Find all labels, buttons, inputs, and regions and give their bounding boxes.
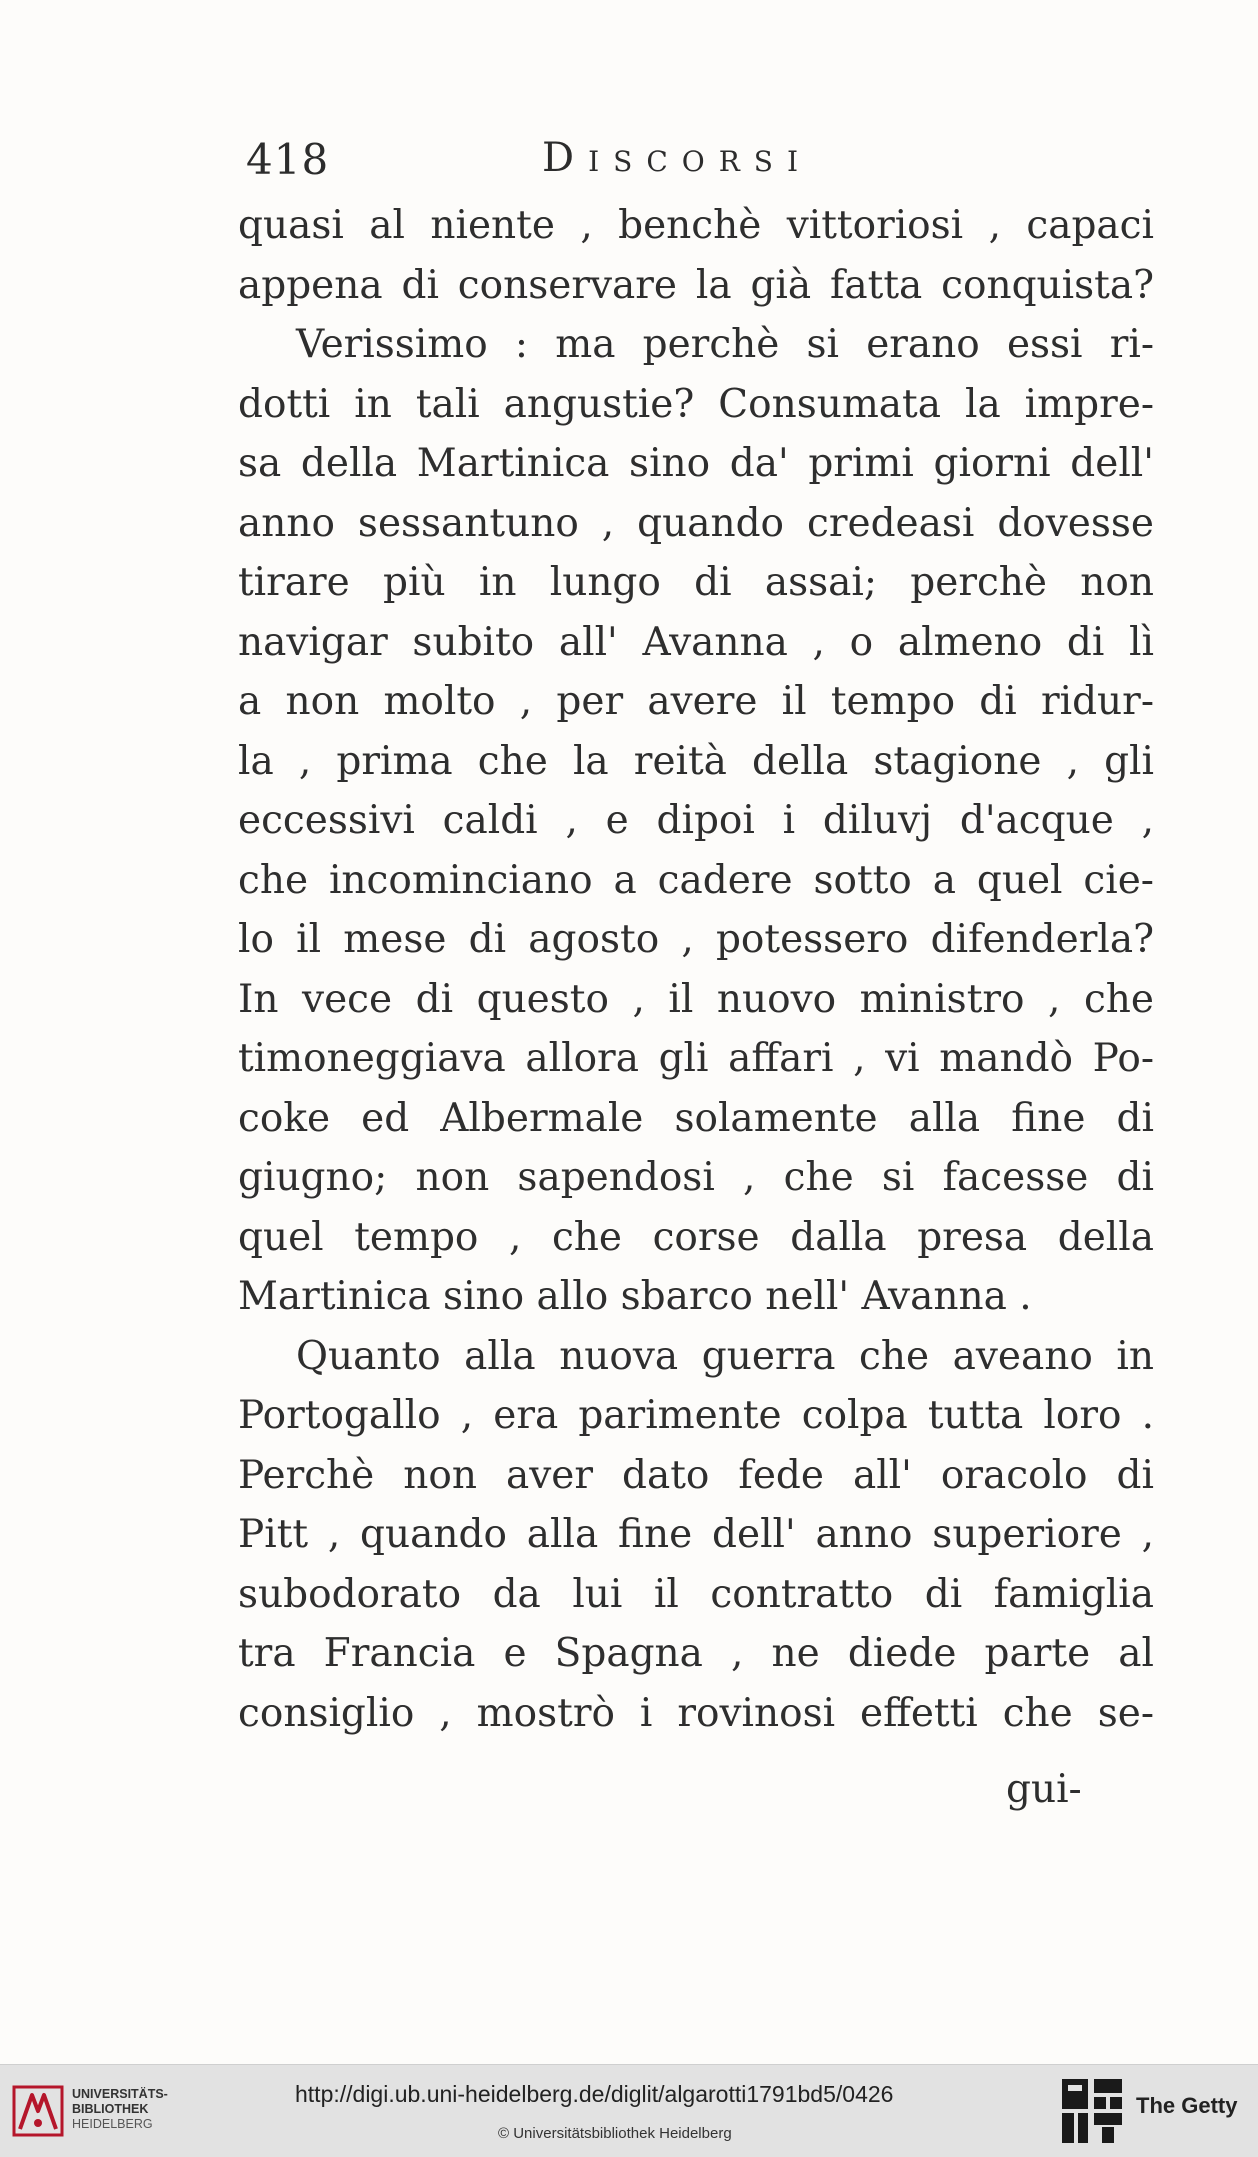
university-name-line: HEIDELBERG: [72, 2117, 153, 2131]
university-name-line: UNIVERSITÄTS-: [72, 2087, 168, 2101]
text-line: sa della Martinica sino da' primi giorni dell': [238, 441, 1154, 486]
text-line: navigar subito all' Avanna , o almeno di lì: [238, 619, 1154, 665]
catchword: gui-: [1006, 1767, 1082, 1812]
text-line: Quanto alla nuova guerra che aveano in: [296, 1333, 1154, 1379]
text-line: la , prima che la reità della stagione , gli: [238, 738, 1154, 784]
text-line: tra Francia e Spagna , ne diede parte al: [238, 1631, 1154, 1676]
text-line: Portogallo , era parimente colpa tutta loro .: [238, 1393, 1154, 1438]
university-name: [72, 2087, 168, 2132]
text-line: appena di conservare la già fatta conquista?: [238, 262, 1154, 308]
university-name-line: BIBLIOTHEK: [72, 2102, 149, 2116]
footer-bar: [0, 2064, 1258, 2157]
text-line: anno sessantuno , quando credeasi dovesse: [238, 500, 1154, 546]
getty-logo-icon[interactable]: [1060, 2077, 1124, 2145]
permalink-url[interactable]: http://digi.ub.uni-heidelberg.de/diglit/algarotti1791bd5/0426: [295, 2081, 894, 2107]
text-line: eccessivi caldi , e dipoi i diluvj d'acque ,: [238, 798, 1154, 843]
body-text: [238, 196, 1154, 1743]
page-header: [246, 135, 1146, 195]
getty-name: The Getty: [1136, 2093, 1238, 2118]
page-number: 418: [246, 135, 330, 184]
copyright-notice: © Universitätsbibliothek Heidelberg: [498, 2125, 732, 2142]
text-line: tirare più in lungo di assai; perchè non: [238, 560, 1154, 605]
text-line: dotti in tali angustie? Consumata la impre-: [238, 381, 1154, 427]
text-line: consiglio , mostrò i rovinosi effetti che se-: [238, 1690, 1154, 1736]
text-line: che incominciano a cadere sotto a quel cie-: [238, 857, 1154, 903]
running-title: Discorsi: [542, 135, 813, 181]
text-line: subodorato da lui il contratto di famiglia: [238, 1571, 1154, 1617]
text-line: quasi al niente , benchè vittoriosi , capaci: [238, 203, 1154, 248]
text-line: lo il mese di agosto , potessero difenderla?: [238, 917, 1154, 962]
text-line: Pitt , quando alla fine dell' anno superiore ,: [238, 1512, 1154, 1557]
heidelberg-logo-icon[interactable]: [12, 2085, 64, 2137]
text-line: giugno; non sapendosi , che si facesse di: [238, 1155, 1154, 1200]
text-line: Perchè non aver dato fede all' oracolo di: [238, 1452, 1154, 1498]
text-line: a non molto , per avere il tempo di ridur-: [238, 679, 1154, 724]
text-line: timoneggiava allora gli affari , vi mandò Po-: [238, 1036, 1154, 1081]
text-line: coke ed Albermale solamente alla fine di: [238, 1095, 1154, 1141]
text-line: In vece di questo , il nuovo ministro , che: [238, 976, 1154, 1022]
text-line: quel tempo , che corse dalla presa della: [238, 1214, 1154, 1260]
text-line: Verissimo : ma perchè si erano essi ri-: [296, 322, 1154, 367]
text-line: Martinica sino allo sbarco nell' Avanna .: [238, 1274, 1032, 1319]
